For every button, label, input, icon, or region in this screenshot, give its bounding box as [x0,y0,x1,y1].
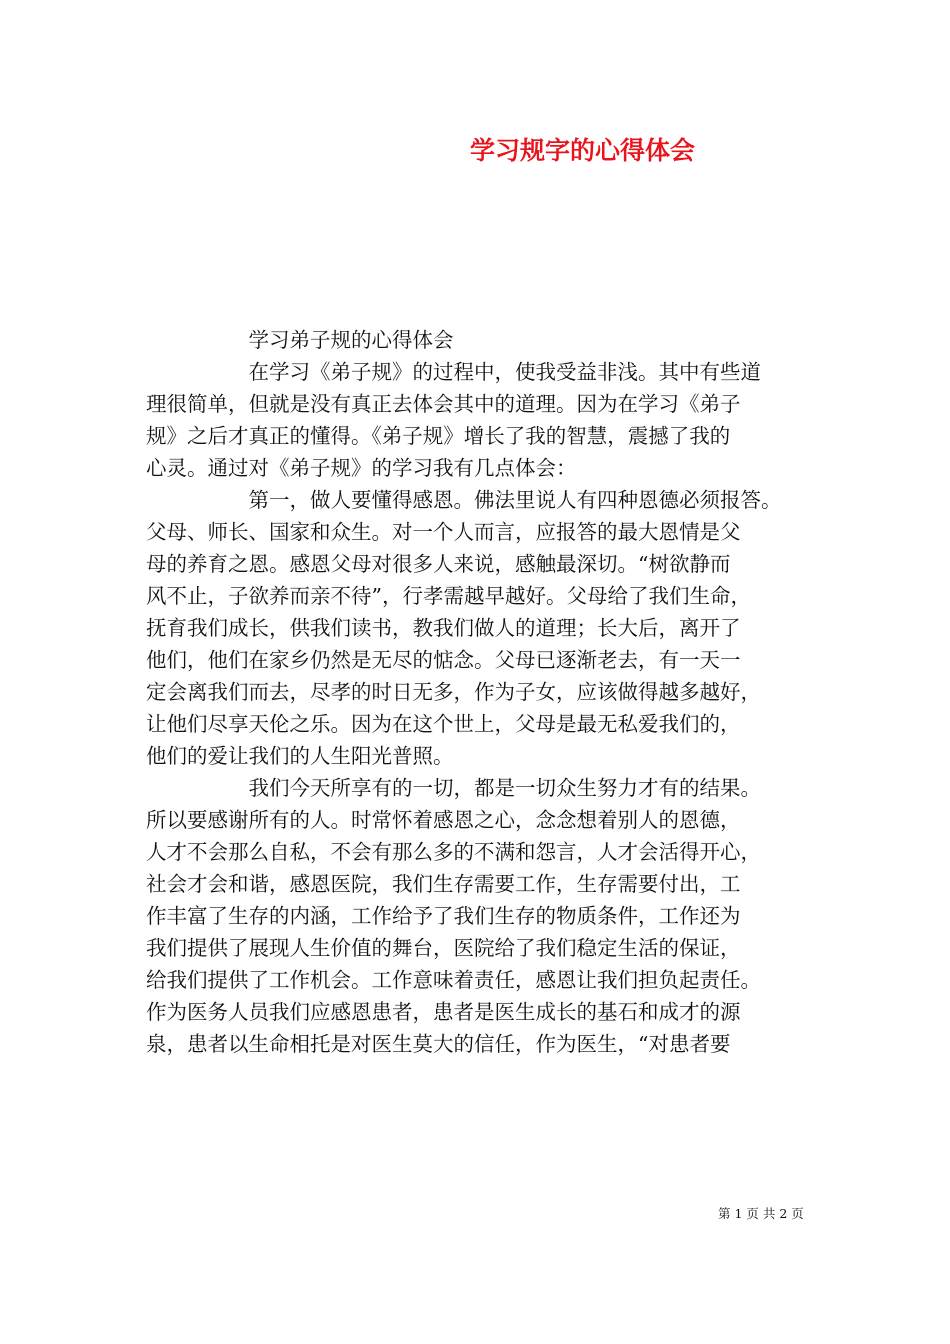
body-line: 学习弟子规的心得体会 [146,328,454,352]
body-line: 他们，他们在家乡仍然是无尽的惦念。父母已逐渐老去，有一天一 [146,648,741,672]
body-line: 在学习《弟子规》的过程中，使我受益非浅。其中有些道 [146,360,761,384]
body-line: 理很简单，但就是没有真正去体会其中的道理。因为在学习《弟子 [146,392,741,416]
body-line: 规》之后才真正的懂得。《弟子规》增长了我的智慧，震撼了我的 [146,424,731,448]
body-line: 抚育我们成长，供我们读书，教我们做人的道理；长大后，离开了 [146,616,741,640]
page-title: 学习规字的心得体会 [470,136,696,165]
body-line: 人才不会那么自私，不会有那么多的不满和怨言，人才会活得开心， [146,840,761,864]
page-footer: 第 1 页 共 2 页 [718,1206,804,1221]
body-line: 风不止，子欲养而亲不待”，行孝需越早越好。父母给了我们生命， [146,584,751,608]
body-line: 社会才会和谐，感恩医院，我们生存需要工作，生存需要付出，工 [146,872,741,896]
body-line: 父母、师长、国家和众生。对一个人而言，应报答的最大恩情是父 [146,520,741,544]
document-body [146,324,826,1060]
body-line: 他们的爱让我们的人生阳光普照。 [146,744,454,768]
body-line: 作丰富了生存的内涵，工作给予了我们生存的物质条件，工作还为 [146,904,741,928]
body-line: 心灵。通过对《弟子规》的学习我有几点体会： [146,456,577,480]
body-line: 所以要感谢所有的人。时常怀着感恩之心，念念想着别人的恩德， [146,808,741,832]
body-line: 让他们尽享天伦之乐。因为在这个世上，父母是最无私爱我们的， [146,712,741,736]
body-line: 母的养育之恩。感恩父母对很多人来说，感触最深切。“树欲静而 [146,552,731,576]
body-line: 给我们提供了工作机会。工作意味着责任，感恩让我们担负起责任。 [146,968,761,992]
body-line: 我们今天所享有的一切，都是一切众生努力才有的结果。 [146,776,761,800]
body-line: 作为医务人员我们应感恩患者，患者是医生成长的基石和成才的源 [146,1000,741,1024]
body-line: 泉，患者以生命相托是对医生莫大的信任，作为医生，“对患者要 [146,1032,731,1056]
body-line: 我们提供了展现人生价值的舞台，医院给了我们稳定生活的保证， [146,936,741,960]
body-line: 定会离我们而去，尽孝的时日无多，作为子女，应该做得越多越好， [146,680,761,704]
body-line: 第一，做人要懂得感恩。佛法里说人有四种恩德必须报答。 [146,488,782,512]
